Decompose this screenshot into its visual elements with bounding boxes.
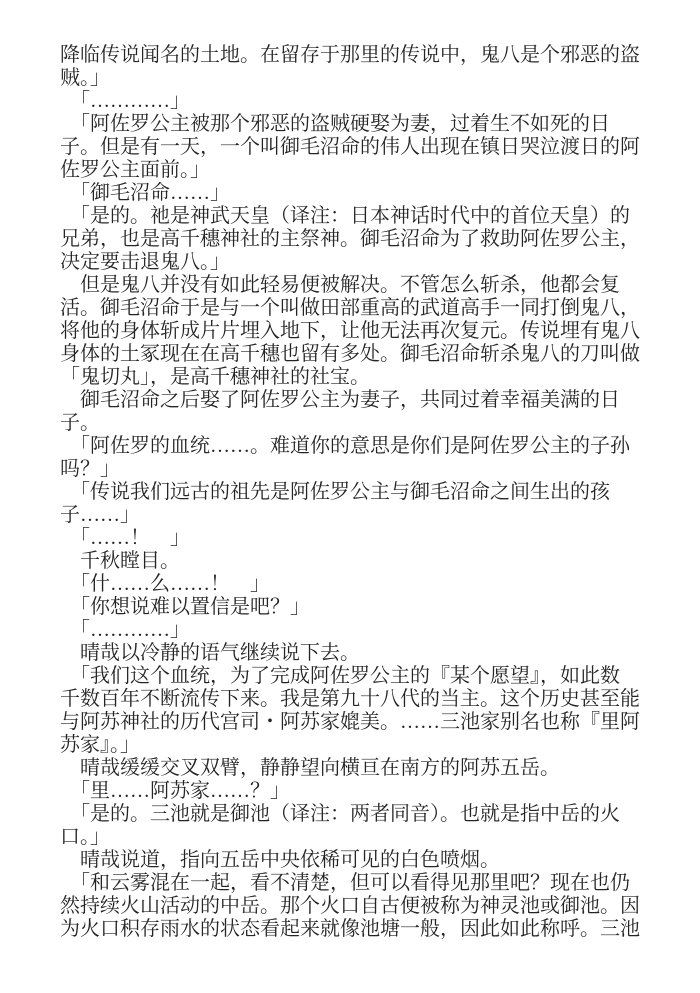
text-line: 「我们这个血统，为了完成阿佐罗公主的『某个愿望』，如此数 <box>60 665 620 687</box>
text-line: 晴哉缓缓交叉双臂，静静望向横亘在南方的阿苏五岳。 <box>60 757 560 779</box>
text-line: 「和云雾混在一起，看不清楚，但可以看得见那里吧？现在也仍 <box>60 872 630 894</box>
text-line: 千数百年不断流传下来。我是第九十八代的当主。这个历史甚至能 <box>60 688 640 710</box>
text-line: 决定要击退鬼八。」 <box>60 251 230 273</box>
text-line: 降临传说闻名的土地。在留存于那里的传说中，鬼八是个邪恶的盗 <box>60 44 640 66</box>
text-line: 「是的。祂是神武天皇（译注：日本神话时代中的首位天皇）的 <box>60 205 630 227</box>
text-line: 「阿佐罗的血统……。难道你的意思是你们是阿佐罗公主的子孙 <box>60 435 630 457</box>
text-line: 活。御毛沼命于是与一个叫做田部重高的武道高手一同打倒鬼八， <box>60 297 640 319</box>
text-line: 与阿苏神社的历代宫司・阿苏家媲美。……三池家别名也称『里阿 <box>60 711 640 733</box>
text-line: 吗？」 <box>60 458 120 480</box>
text-line: 「御毛沼命……」 <box>60 182 230 204</box>
text-line: 佐罗公主面前。」 <box>60 159 210 181</box>
text-line: 子。但是有一天，一个叫御毛沼命的伟人出现在镇日哭泣渡日的阿 <box>60 136 640 158</box>
text-line: 「什……么……！ 」 <box>60 573 270 595</box>
text-line: 将他的身体斩成片片埋入地下，让他无法再次复元。传说埋有鬼八 <box>60 320 640 342</box>
text-line: 为火口积存雨水的状态看起来就像池塘一般，因此如此称呼。三池 <box>60 918 640 940</box>
text-line: 但是鬼八并没有如此轻易便被解决。不管怎么斩杀，他都会复 <box>60 274 620 296</box>
text-line: 「阿佐罗公主被那个邪恶的盗贼硬娶为妻，过着生不如死的日 <box>60 113 610 135</box>
text-line: 贼。」 <box>60 67 110 89</box>
text-line: 「是的。三池就是御池（译注：两者同音）。也就是指中岳的火 <box>60 803 620 825</box>
text-line: 「…………」 <box>60 90 190 112</box>
text-line: 「传说我们远古的祖先是阿佐罗公主与御毛沼命之间生出的孩 <box>60 481 610 503</box>
text-line: 口。」 <box>60 826 110 848</box>
text-line: 「你想说难以置信是吧？」 <box>60 596 310 618</box>
text-line: 御毛沼命之后娶了阿佐罗公主为妻子，共同过着幸福美满的日 <box>60 389 620 411</box>
text-line: 千秋瞠目。 <box>60 550 180 572</box>
text-line: 然持续火山活动的中岳。那个火口自古便被称为神灵池或御池。因 <box>60 895 640 917</box>
text-line: 身体的土冢现在在高千穗也留有多处。御毛沼命斩杀鬼八的刀叫做 <box>60 343 640 365</box>
text-line: 「鬼切丸」，是高千穗神社的社宝。 <box>60 366 370 388</box>
text-line: 晴哉说道，指向五岳中央依稀可见的白色喷烟。 <box>60 849 500 871</box>
text-block <box>60 44 646 941</box>
text-line: 「…………」 <box>60 619 190 641</box>
text-line: 「……！ 」 <box>60 527 190 549</box>
text-line: 「里……阿苏家……？」 <box>60 780 290 802</box>
text-line: 晴哉以冷静的语气继续说下去。 <box>60 642 360 664</box>
text-line: 子。 <box>60 412 100 434</box>
text-line: 子……」 <box>60 504 140 526</box>
text-line: 苏家』。」 <box>60 734 140 756</box>
text-line: 兄弟，也是高千穗神社的主祭神。御毛沼命为了救助阿佐罗公主， <box>60 228 640 250</box>
